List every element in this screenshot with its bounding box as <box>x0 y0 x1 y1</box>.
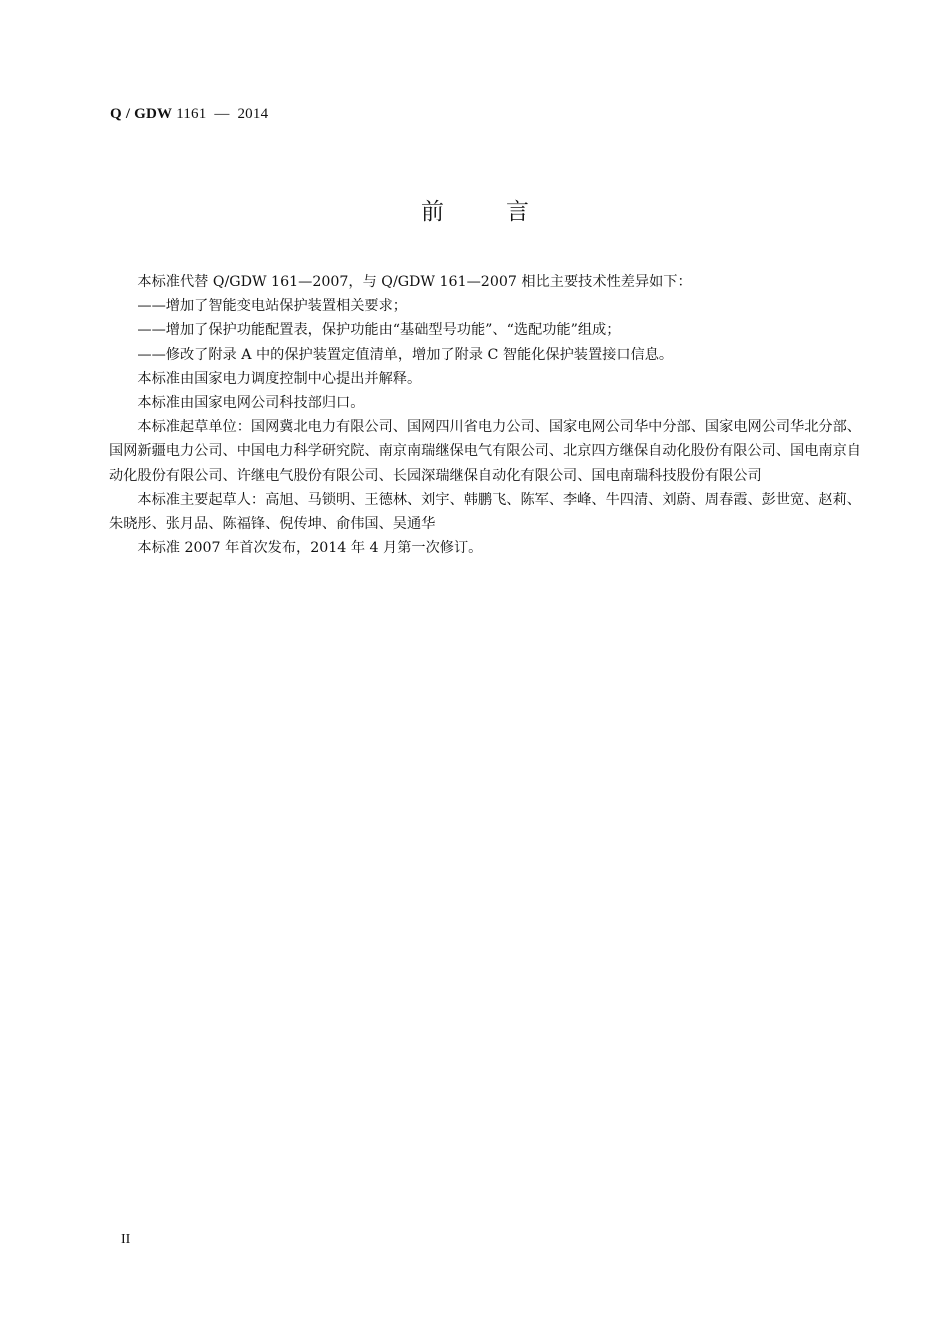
proposer-statement: 本标准由国家电力调度控制中心提出并解释。 <box>137 370 422 387</box>
publication-history: 本标准 2007 年首次发布，2014 年 4 月第一次修订。 <box>137 540 483 557</box>
standard-number: 1161 <box>176 106 207 122</box>
page-number: II <box>121 1232 131 1247</box>
change-item: ——增加了保护功能配置表，保护功能由“基础型号功能”、“选配功能”组成； <box>137 322 621 339</box>
standard-code: Q / GDW <box>110 106 173 122</box>
title-char-1: 前 <box>421 199 444 225</box>
standard-year: 2014 <box>237 106 269 122</box>
drafting-units: 本标准起草单位：国网冀北电力有限公司、国网四川省电力公司、国家电网公司华中分部、国家电网公司华北分部、国网新疆电力公司、中国电力科学研究院、南京南瑞继保电气有限公司、北京四方继保自动化股份有限公司、国电南京自动化股份有限公司、许继电气股份有限公司、长园深瑞继保自动化有限公司、国电南瑞科技股份有限公司 <box>109 419 861 484</box>
replacement-statement: 本标准代替 Q/GDW 161—2007，与 Q/GDW 161—2007 相比主要技术性差异如下： <box>137 274 692 290</box>
document-header <box>110 106 268 123</box>
page-title <box>0 193 950 226</box>
main-drafters: 本标准主要起草人：高旭、马锁明、王德林、刘宇、韩鹏飞、陈军、李峰、牛四清、刘蔚、周春霞、彭世宽、赵莉、朱晓彤、张月品、陈福锋、倪传坤、俞伟国、吴通华 <box>109 491 861 533</box>
change-item: ——修改了附录 A 中的保护装置定值清单，增加了附录 C 智能化保护装置接口信息。 <box>137 346 674 363</box>
foreword-body <box>109 270 861 560</box>
administrator-statement: 本标准由国家电网公司科技部归口。 <box>137 395 365 412</box>
header-separator: — <box>214 106 230 122</box>
change-item: ——增加了智能变电站保护装置相关要求； <box>137 298 407 315</box>
title-char-2: 言 <box>506 199 529 225</box>
